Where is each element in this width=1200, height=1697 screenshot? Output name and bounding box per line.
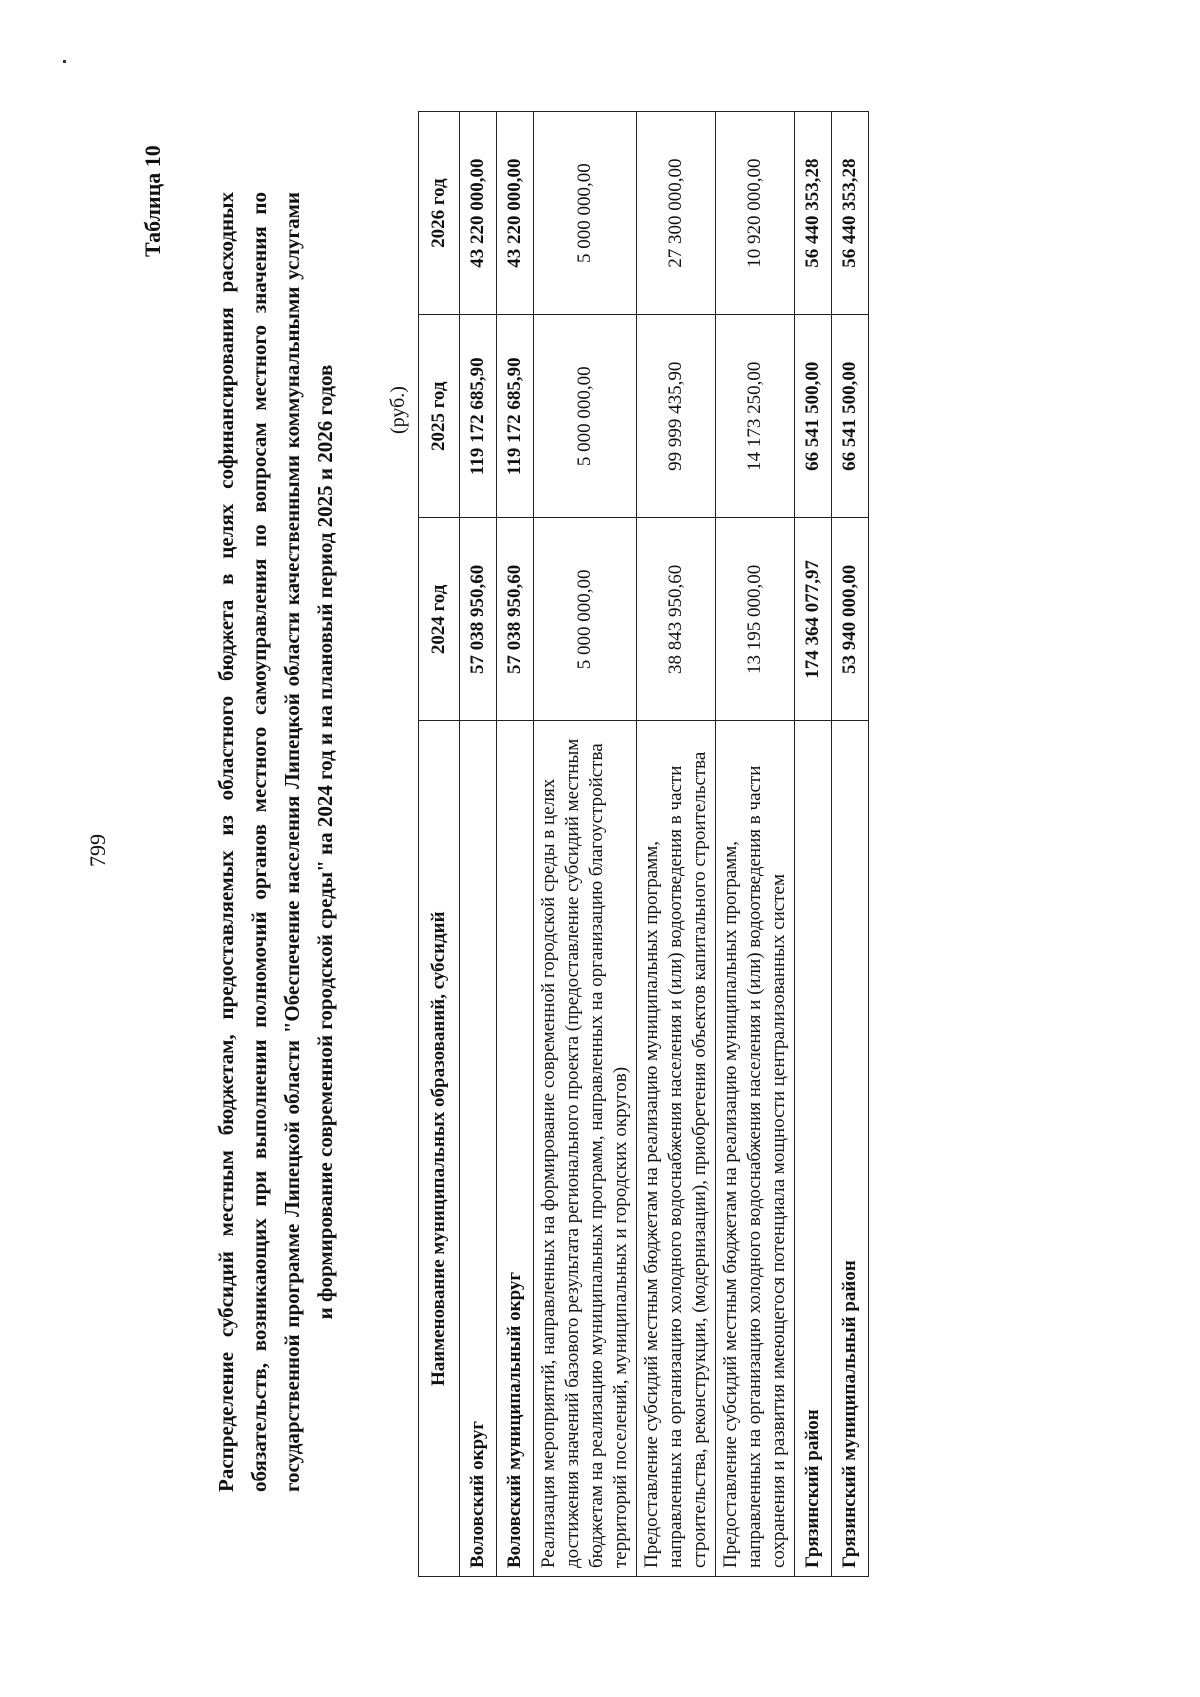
row-name: Грязинский муниципальный район — [832, 721, 869, 1577]
header-2025: 2025 год — [419, 315, 460, 518]
row-value-2025: 119 172 685,90 — [497, 315, 534, 518]
page-number: 799 — [85, 834, 110, 867]
row-value-2026: 27 300 000,00 — [637, 112, 716, 315]
header-2024: 2024 год — [419, 518, 460, 721]
table-row — [637, 112, 716, 1577]
table-row — [832, 112, 869, 1577]
budget-table — [418, 111, 869, 1577]
row-value-2024: 57 038 950,60 — [460, 518, 497, 721]
row-value-2024: 13 195 000,00 — [716, 518, 795, 721]
table-header-row — [419, 112, 460, 1577]
row-value-2025: 119 172 685,90 — [460, 315, 497, 518]
table-row — [460, 112, 497, 1577]
row-value-2025: 66 541 500,00 — [795, 315, 832, 518]
table-row — [497, 112, 534, 1577]
row-value-2024: 38 843 950,60 — [637, 518, 716, 721]
row-value-2026: 43 220 000,00 — [460, 112, 497, 315]
row-value-2026: 56 440 353,28 — [795, 112, 832, 315]
row-value-2026: 43 220 000,00 — [497, 112, 534, 315]
row-value-2025: 14 173 250,00 — [716, 315, 795, 518]
document-title: Распределение субсидий местным бюджетам, предоставляемых из областного бюджета в целях софинансирования расходных обязательств, возникающих при выполнении полномочий органов местного самоуправления по вопросам местного значения по государственной программе Липецкой области "Обеспечение населения Липецкой области качественными коммунальными услугами и формирование современной городской среды" на 2024 год и на плановый период 2025 и 2026 годов — [214, 192, 337, 1492]
row-value-2024: 174 364 077,97 — [795, 518, 832, 721]
row-value-2025: 66 541 500,00 — [832, 315, 869, 518]
row-name: Воловский округ — [460, 721, 497, 1577]
table-label: Таблица 10 — [140, 145, 165, 257]
row-value-2024: 5 000 000,00 — [534, 518, 637, 721]
row-name: Реализация мероприятий, направленных на формирование современной городской среды в целях достижения значений базового результата регионального проекта (предоставление субсидий местным бюджетам на реализацию муниципальных программ, направленных на организацию благоустройства территорий поселений, муниципальных и городских округов) — [534, 721, 637, 1577]
row-value-2025: 5 000 000,00 — [534, 315, 637, 518]
row-value-2025: 99 999 435,90 — [637, 315, 716, 518]
row-name: Предоставление субсидий местным бюджетам на реализацию муниципальных программ, направленных на организацию холодного водоснабжения населения и (или) водоотведения в части сохранения и развития имеющегося потенциала мощности централизованных систем — [716, 721, 795, 1577]
row-name: Воловский муниципальный округ — [497, 721, 534, 1577]
row-name: Грязинский район — [795, 721, 832, 1577]
table-row — [534, 112, 637, 1577]
row-value-2024: 57 038 950,60 — [497, 518, 534, 721]
table-row — [716, 112, 795, 1577]
unit-label: (руб.) — [387, 386, 409, 434]
row-name: Предоставление субсидий местным бюджетам на реализацию муниципальных программ, направленных на организацию холодного водоснабжения населения и (или) водоотведения в части строительства, реконструкции, (модернизации), приобретения объектов капитального строительства — [637, 721, 716, 1577]
header-2026: 2026 год — [419, 112, 460, 315]
row-value-2024: 53 940 000,00 — [832, 518, 869, 721]
header-name: Наименование муниципальных образований, субсидий — [419, 721, 460, 1577]
row-value-2026: 5 000 000,00 — [534, 112, 637, 315]
row-value-2026: 56 440 353,28 — [832, 112, 869, 315]
row-value-2026: 10 920 000,00 — [716, 112, 795, 315]
table-row — [795, 112, 832, 1577]
